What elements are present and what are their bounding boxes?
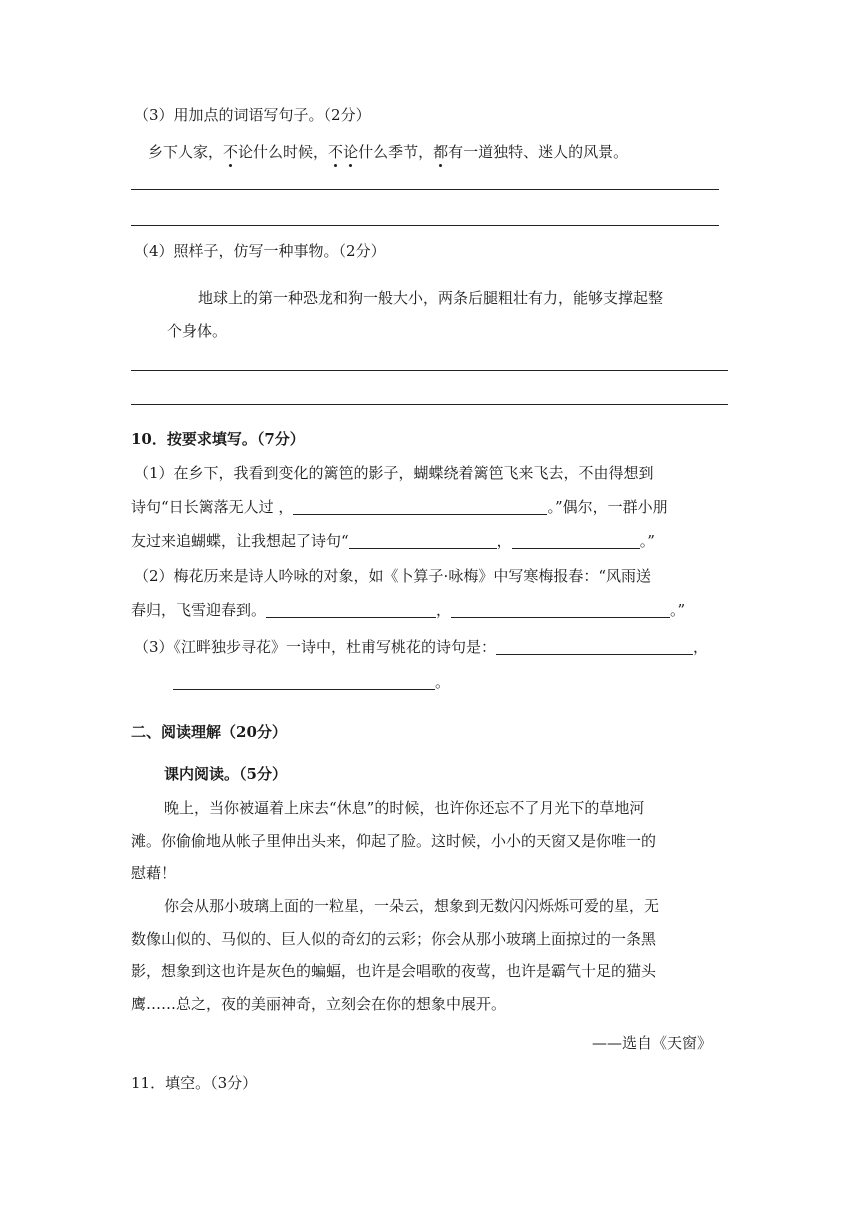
q10-p3-line2: 。 <box>173 671 450 692</box>
q10-p2-line2: 春归，飞雪迎春到。 ， 。” <box>131 601 686 619</box>
q10-title: 10．按要求填写。（7分） <box>131 430 305 448</box>
blank-q10-5[interactable] <box>451 601 670 618</box>
passage-para1-line3: 慰藉！ <box>131 864 177 882</box>
q10-p2-line1: （2）梅花历来是诗人吟咏的对象，如《卜算子·咏梅》中写寒梅报春：“风雨送 <box>134 567 651 585</box>
q4-example-line2: 个身体。 <box>167 322 228 340</box>
blank-q10-7[interactable] <box>173 673 435 690</box>
passage-para2-line2: 数像山似的、马似的、巨人似的奇幻的云彩；你会从那小玻璃上面掠过的一条黑 <box>131 930 657 948</box>
q4-example-line1: 地球上的第一种恐龙和狗一般大小，两条后腿粗壮有力，能够支撑起整 <box>198 289 664 307</box>
q11-title: 11．填空。（3分） <box>131 1074 258 1092</box>
passage-para2-line3: 影，想象到这也许是灰色的蝙蝠，也许是会唱歌的夜莺，也许是霸气十足的猫头 <box>131 962 657 980</box>
answer-line-q4-1[interactable] <box>131 370 728 371</box>
q10-p1-line2: 诗句“日长篱落无人过 ， 。”偶尔，一群小朋 <box>131 498 668 516</box>
q10-p3-line1: （3）《江畔独步寻花》一诗中，杜甫写桃花的诗句是： ， <box>134 638 709 656</box>
answer-line-q3-2[interactable] <box>131 225 719 226</box>
passage-para2-line4: 鹰……总之，夜的美丽神奇，立刻会在你的想象中展开。 <box>131 995 507 1013</box>
passage-para1-line1: 晚上，当你被逼着上床去“休息”的时候，也许你还忘不了月光下的草地河 <box>164 799 645 817</box>
q10-p1-line1: （1）在乡下，我看到变化的篱笆的影子，蝴蝶绕着篱笆飞来飞去，不由得想到 <box>134 464 654 482</box>
q4-prompt: （4）照样子，仿写一种事物。（2分） <box>134 242 386 260</box>
blank-q10-4[interactable] <box>266 601 436 618</box>
blank-q10-2[interactable] <box>349 532 497 549</box>
blank-q10-6[interactable] <box>496 638 693 655</box>
passage-para2-line1: 你会从那小玻璃上面的一粒星，一朵云，想象到无数闪闪烁烁可爱的星，无 <box>164 897 660 915</box>
answer-line-q4-2[interactable] <box>131 404 728 405</box>
q3-example-sentence: 乡下人家，不论什么时候，不论什么季节，都有一道独特、迷人的风景。 <box>148 143 629 161</box>
emphasis-dot-char: 论 <box>343 143 359 161</box>
emphasis-dot-char: 都 <box>433 143 449 161</box>
blank-q10-1[interactable] <box>293 498 547 515</box>
emphasis-dot-char: 不 <box>223 143 239 161</box>
q3-prompt: （3）用加点的词语写句子。（2分） <box>134 106 371 124</box>
passage-para1-line2: 滩。你偷偷地从帐子里伸出头来，仰起了脸。这时候，小小的天窗又是你唯一的 <box>131 832 657 850</box>
section2-subtitle: 课内阅读。（5分） <box>164 765 287 783</box>
emphasis-dot-char: 不 <box>328 143 344 161</box>
answer-line-q3-1[interactable] <box>131 189 719 190</box>
passage-source: ——选自《天窗》 <box>592 1034 713 1052</box>
section2-title: 二、阅读理解（20分） <box>131 723 287 741</box>
blank-q10-3[interactable] <box>512 532 640 549</box>
q10-p1-line3: 友过来追蝴蝶，让我想起了诗句“ ， 。” <box>131 532 655 550</box>
